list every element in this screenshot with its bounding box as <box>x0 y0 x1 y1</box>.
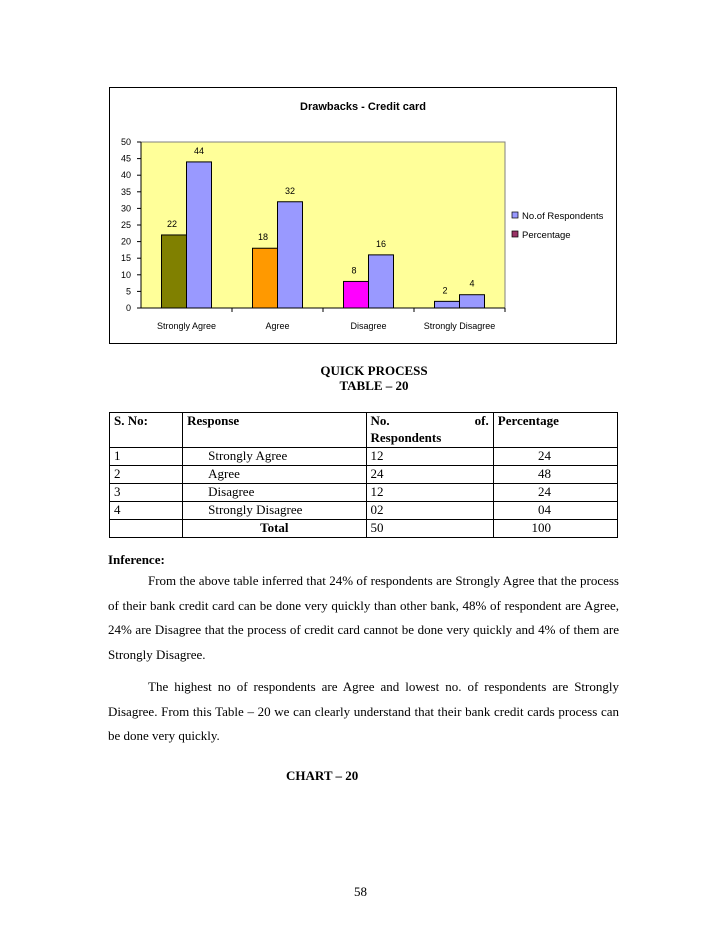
y-tick-label: 20 <box>120 236 131 247</box>
table-total-row <box>110 520 618 538</box>
cell-pct: 24 <box>493 484 617 502</box>
table-number: TABLE – 20 <box>339 378 409 393</box>
x-tick-label: Agree <box>265 321 290 331</box>
bar-respondents <box>187 162 212 308</box>
cell-pct: 48 <box>493 466 617 484</box>
y-tick-label: 40 <box>120 170 131 181</box>
cell-sno <box>110 520 183 538</box>
data-label: 2 <box>442 285 448 296</box>
header-response-cont <box>183 430 366 448</box>
data-label: 16 <box>375 238 387 249</box>
y-tick-label: 5 <box>125 286 131 297</box>
bar-percentage <box>162 235 187 308</box>
x-tick-label: Disagree <box>350 321 387 331</box>
data-label: 22 <box>166 218 178 229</box>
bar-chart <box>109 87 617 344</box>
total-label: Total <box>183 520 366 538</box>
bar-percentage <box>253 248 278 308</box>
total-pct: 100 <box>493 520 617 538</box>
total-no: 50 <box>366 520 493 538</box>
header-sno-cont <box>110 430 183 448</box>
header-no-part3: Respondents <box>366 430 493 448</box>
header-no-respondents <box>366 413 493 431</box>
table-row <box>110 448 618 466</box>
legend-swatch <box>512 231 518 237</box>
respondents-table <box>109 412 618 538</box>
table-row <box>110 502 618 520</box>
cell-pct: 24 <box>493 448 617 466</box>
y-tick-label: 35 <box>120 186 131 197</box>
cell-no: 24 <box>366 466 493 484</box>
header-sno: S. No: <box>110 413 183 431</box>
x-tick-label: Strongly Disagree <box>423 321 496 331</box>
y-tick-label: 15 <box>120 253 131 264</box>
bar-percentage <box>435 301 460 308</box>
legend-swatch <box>512 212 518 218</box>
inference-paragraph-2: The highest no of respondents are Agree and lowest no. of respondents are Strongly Disagree. From this Table – 20 we can clearly understand that their bank credit cards process can be done very quickly. <box>108 679 619 743</box>
header-no-part2: of. <box>474 413 489 428</box>
data-label: 18 <box>257 232 269 243</box>
legend-label: No.of Respondents <box>522 211 604 222</box>
bar-respondents <box>460 295 485 308</box>
table-row <box>110 484 618 502</box>
inference-title: Inference: <box>108 552 165 567</box>
cell-pct: 04 <box>493 502 617 520</box>
bar-percentage <box>344 281 369 308</box>
cell-response: Agree <box>183 466 366 484</box>
data-label: 4 <box>469 278 475 289</box>
cell-sno: 2 <box>110 466 183 484</box>
cell-no: 12 <box>366 448 493 466</box>
cell-sno: 4 <box>110 502 183 520</box>
inference-paragraph-1: From the above table inferred that 24% of respondents are Strongly Agree that the process of their bank credit card can be done very quickly than other bank, 48% of respondent are Agree, 24% are Disagree that the process of credit card cannot be done very quickly and 4% of them are Strongly Disagree. <box>108 573 619 662</box>
header-percentage-cont <box>493 430 617 448</box>
data-label: 44 <box>193 145 205 156</box>
cell-no: 12 <box>366 484 493 502</box>
data-label: 32 <box>284 185 296 196</box>
cell-response: Disagree <box>183 484 366 502</box>
y-tick-label: 45 <box>120 153 131 164</box>
chart-canvas <box>110 88 616 343</box>
table-heading: QUICK PROCESS <box>320 363 428 378</box>
bar-respondents <box>278 202 303 308</box>
x-tick-label: Strongly Agree <box>156 321 217 331</box>
header-no-part1: No. <box>370 413 390 428</box>
header-percentage: Percentage <box>493 413 617 431</box>
y-tick-label: 10 <box>120 269 131 280</box>
legend-label: Percentage <box>522 230 571 241</box>
y-tick-label: 30 <box>120 203 131 214</box>
cell-response: Strongly Disagree <box>183 502 366 520</box>
cell-sno: 3 <box>110 484 183 502</box>
y-tick-label: 25 <box>120 220 131 230</box>
cell-no: 02 <box>366 502 493 520</box>
bar-respondents <box>369 255 394 308</box>
data-label: 8 <box>351 265 357 276</box>
cell-sno: 1 <box>110 448 183 466</box>
page-number: 58 <box>354 884 367 899</box>
table-row <box>110 466 618 484</box>
y-tick-label: 50 <box>120 137 131 147</box>
chart-label: CHART – 20 <box>286 768 359 783</box>
chart-title: Drawbacks - Credit card <box>300 101 426 113</box>
cell-response: Strongly Agree <box>183 448 366 466</box>
y-tick-label: 0 <box>125 303 131 313</box>
header-response: Response <box>183 413 366 431</box>
